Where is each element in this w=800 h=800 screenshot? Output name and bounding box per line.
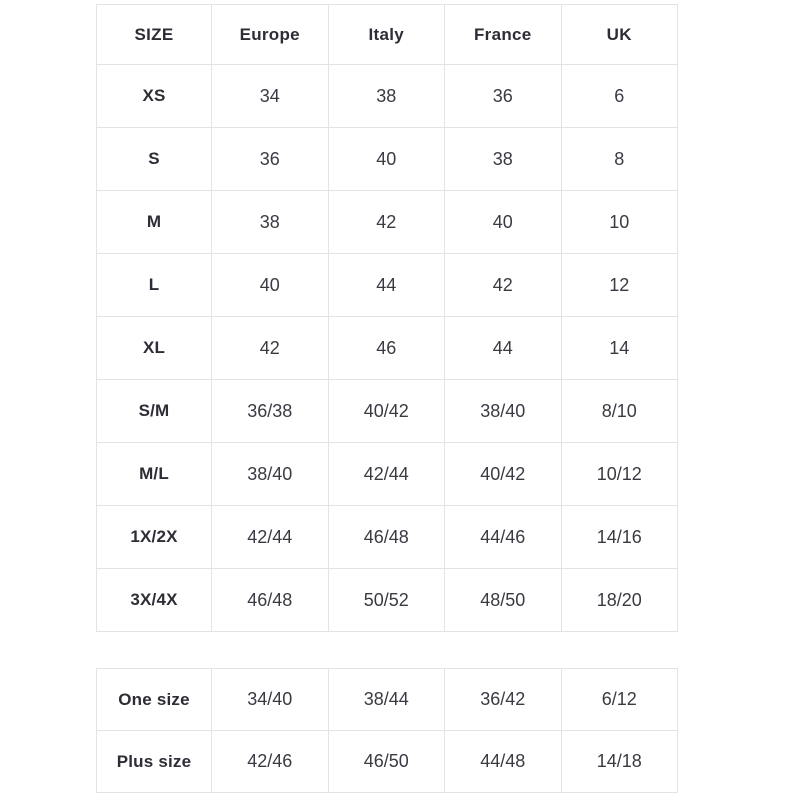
value-cell: 46/48 <box>328 506 445 569</box>
size-label-cell: S/M <box>97 380 212 443</box>
size-conversion-table <box>96 4 678 632</box>
value-cell: 18/20 <box>561 569 678 632</box>
value-cell: 42/44 <box>328 443 445 506</box>
value-cell: 42/44 <box>212 506 329 569</box>
value-cell: 38 <box>445 128 562 191</box>
table-row-3x4x <box>97 569 678 632</box>
size-label-cell: XL <box>97 317 212 380</box>
value-cell: 8/10 <box>561 380 678 443</box>
value-cell: 10/12 <box>561 443 678 506</box>
value-cell: 36/42 <box>445 669 562 731</box>
table-row-ml <box>97 443 678 506</box>
table-row-s <box>97 128 678 191</box>
value-cell: 46/48 <box>212 569 329 632</box>
special-sizes-table <box>96 668 678 793</box>
value-cell: 8 <box>561 128 678 191</box>
value-cell: 44 <box>445 317 562 380</box>
value-cell: 34 <box>212 65 329 128</box>
value-cell: 40 <box>445 191 562 254</box>
value-cell: 14/16 <box>561 506 678 569</box>
value-cell: 38 <box>328 65 445 128</box>
table-row-sm <box>97 380 678 443</box>
value-cell: 6 <box>561 65 678 128</box>
size-label-cell: Plus size <box>97 731 212 793</box>
value-cell: 36 <box>445 65 562 128</box>
table-row-xl <box>97 317 678 380</box>
table-row-plus-size <box>97 731 678 793</box>
size-label-cell: L <box>97 254 212 317</box>
value-cell: 42 <box>328 191 445 254</box>
size-label-cell: M/L <box>97 443 212 506</box>
value-cell: 38/40 <box>445 380 562 443</box>
value-cell: 44/48 <box>445 731 562 793</box>
table-row-l <box>97 254 678 317</box>
size-label-cell: 3X/4X <box>97 569 212 632</box>
value-cell: 14/18 <box>561 731 678 793</box>
value-cell: 40 <box>212 254 329 317</box>
size-label-cell: One size <box>97 669 212 731</box>
value-cell: 50/52 <box>328 569 445 632</box>
size-label-cell: M <box>97 191 212 254</box>
value-cell: 38/40 <box>212 443 329 506</box>
value-cell: 44 <box>328 254 445 317</box>
size-label-cell: S <box>97 128 212 191</box>
value-cell: 42 <box>212 317 329 380</box>
table-row-1x2x <box>97 506 678 569</box>
column-header-size: SIZE <box>97 5 212 65</box>
table-header-row <box>97 5 678 65</box>
column-header-europe: Europe <box>212 5 329 65</box>
value-cell: 36 <box>212 128 329 191</box>
value-cell: 40/42 <box>445 443 562 506</box>
column-header-italy: Italy <box>328 5 445 65</box>
column-header-france: France <box>445 5 562 65</box>
value-cell: 6/12 <box>561 669 678 731</box>
value-cell: 34/40 <box>212 669 329 731</box>
table-row-one-size <box>97 669 678 731</box>
value-cell: 38/44 <box>328 669 445 731</box>
value-cell: 10 <box>561 191 678 254</box>
value-cell: 40 <box>328 128 445 191</box>
column-header-uk: UK <box>561 5 678 65</box>
value-cell: 46 <box>328 317 445 380</box>
value-cell: 42 <box>445 254 562 317</box>
value-cell: 14 <box>561 317 678 380</box>
value-cell: 44/46 <box>445 506 562 569</box>
value-cell: 48/50 <box>445 569 562 632</box>
value-cell: 42/46 <box>212 731 329 793</box>
size-label-cell: XS <box>97 65 212 128</box>
size-label-cell: 1X/2X <box>97 506 212 569</box>
value-cell: 46/50 <box>328 731 445 793</box>
table-row-xs <box>97 65 678 128</box>
value-cell: 12 <box>561 254 678 317</box>
value-cell: 38 <box>212 191 329 254</box>
value-cell: 36/38 <box>212 380 329 443</box>
table-row-m <box>97 191 678 254</box>
value-cell: 40/42 <box>328 380 445 443</box>
